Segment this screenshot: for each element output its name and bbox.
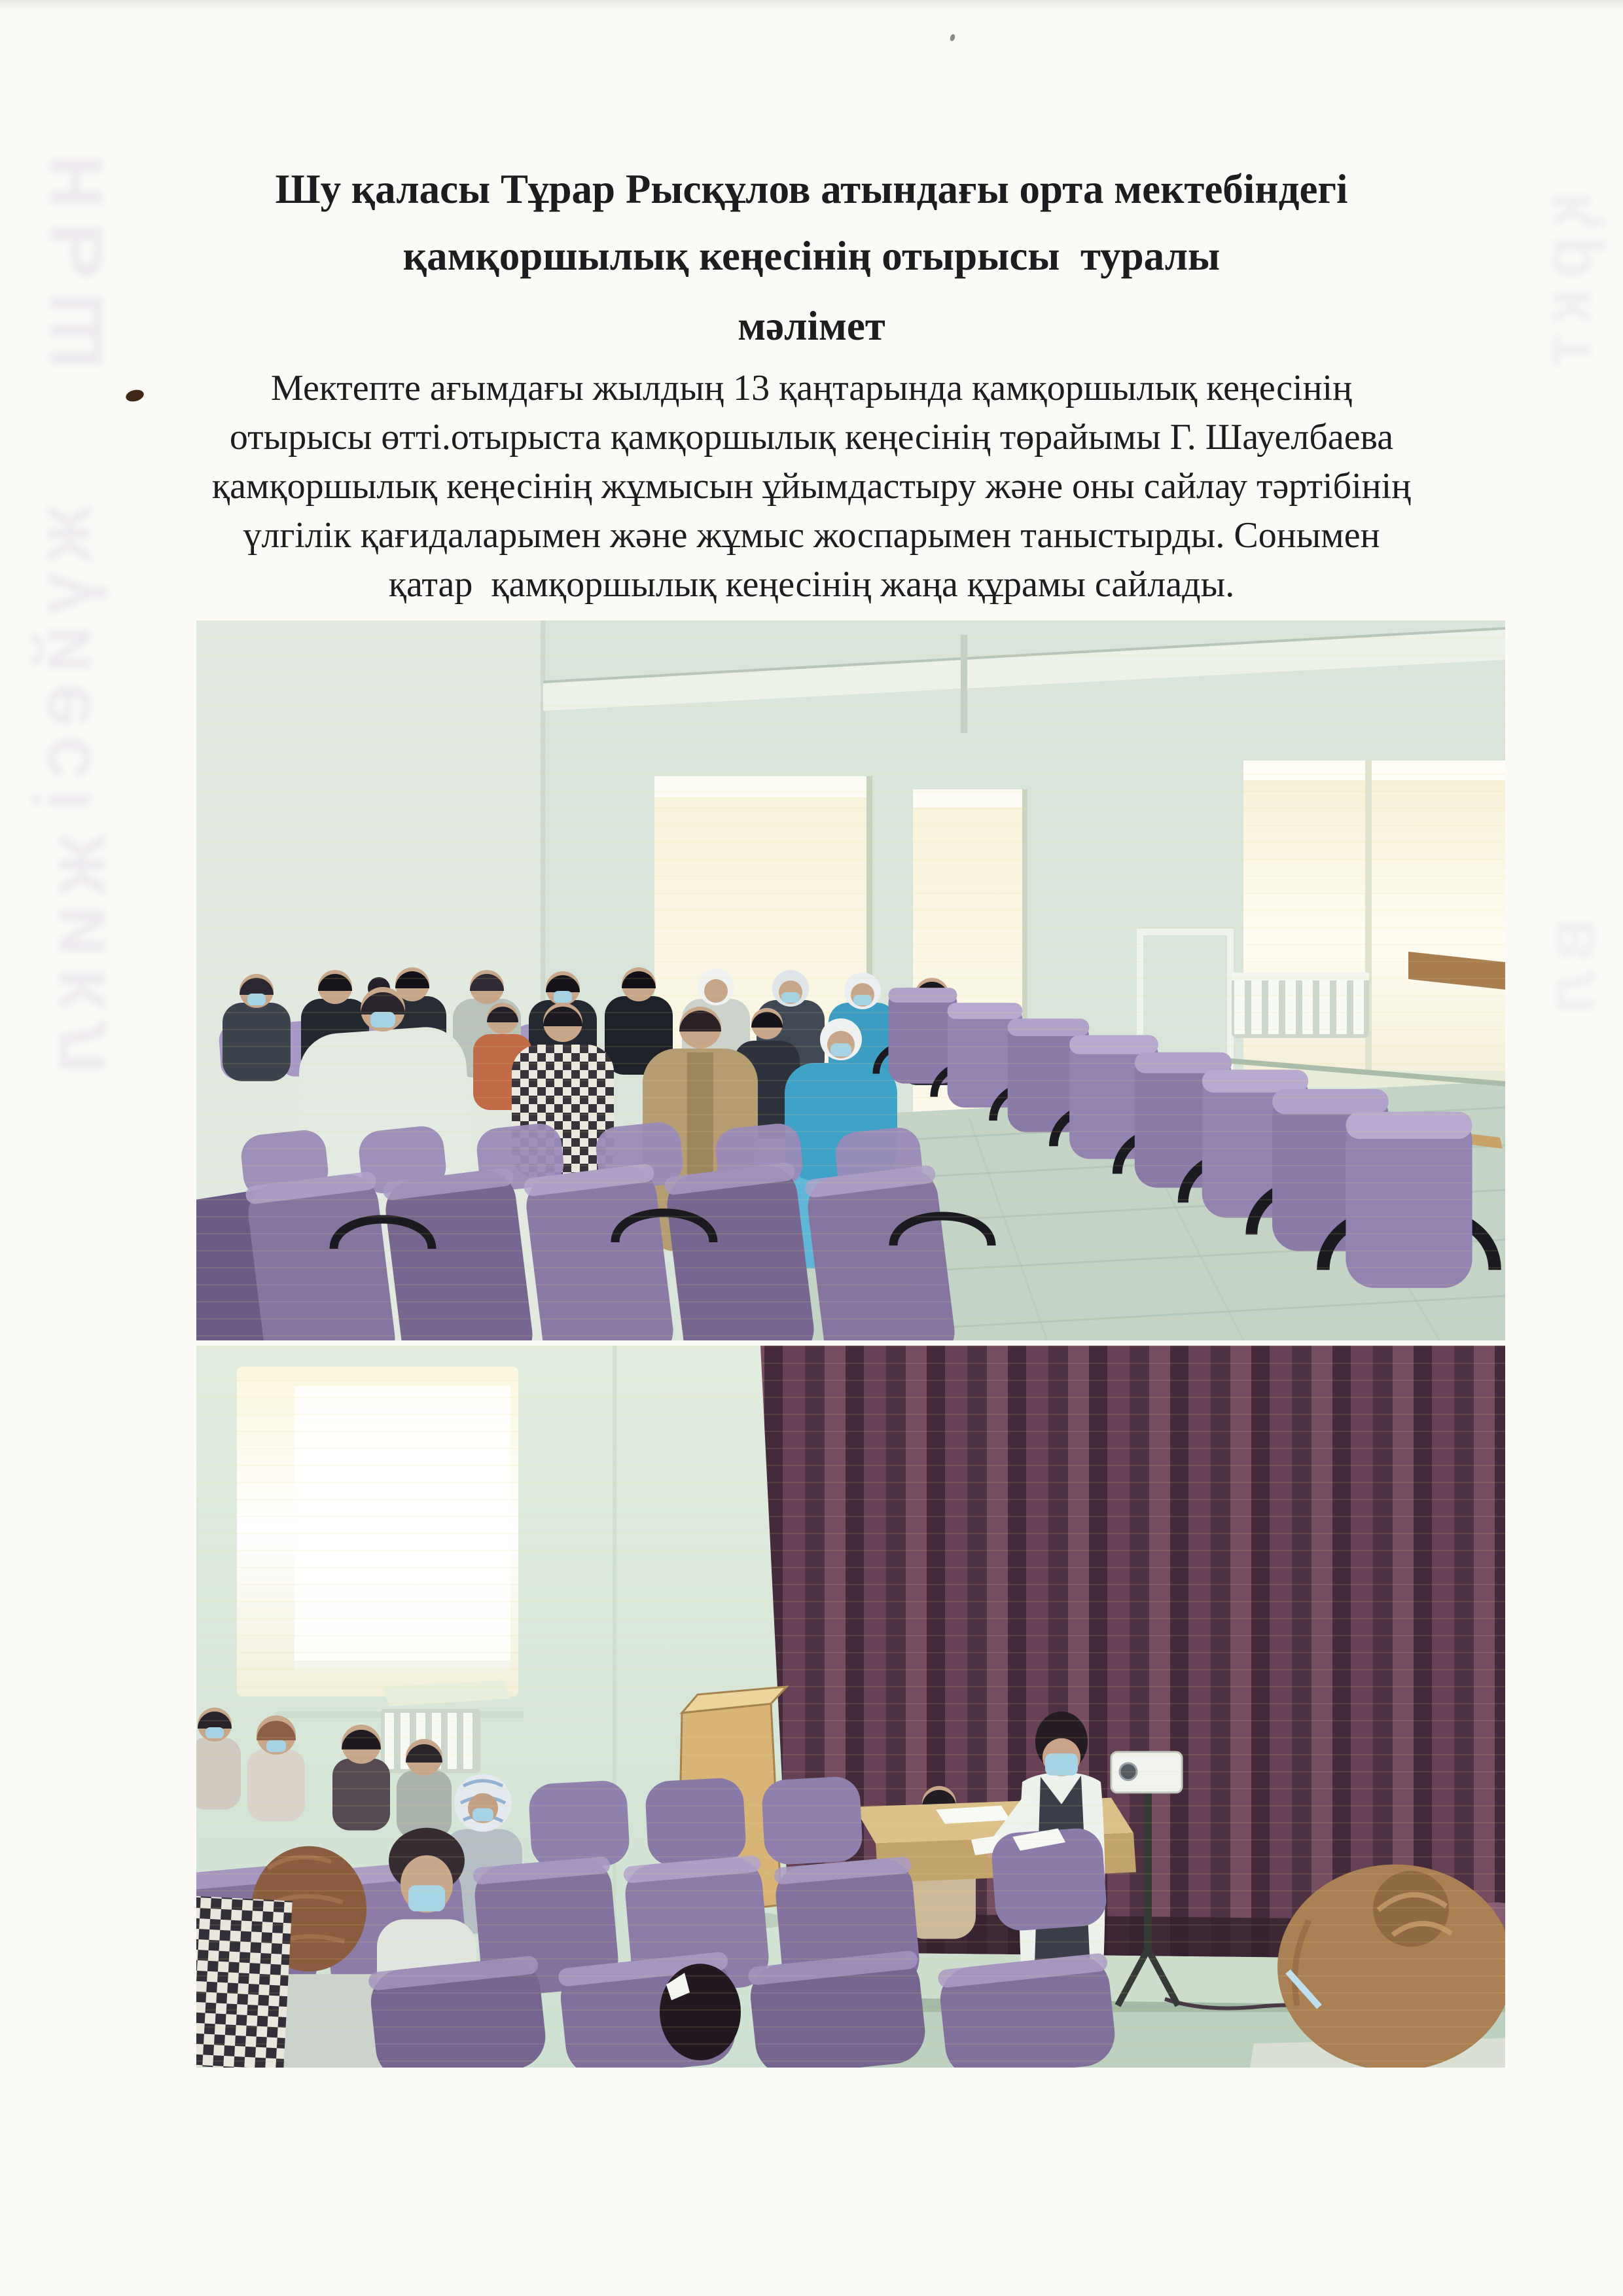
bleedthrough-text: жикл: [27, 834, 124, 1085]
body-paragraph: [118, 364, 1505, 609]
bleedthrough-text: ньш: [13, 152, 123, 381]
paragraph-line: қамқоршылық кеңесінің жұмысын ұйымдастыру және оны сайлау тәртібінің: [211, 466, 1412, 507]
scanner-edge-shadow: [0, 0, 1623, 10]
paragraph-line: отырысы өтті.отырыста қамқоршылық кеңесінің төрайымы Г. Шауелбаева: [229, 417, 1394, 457]
title-line-2: қамқоршылық кеңесінің отырысы туралы: [402, 233, 1221, 279]
paragraph-line: қатар қамқоршылық кеңесінің жаңа құрамы сайлады.: [388, 564, 1235, 605]
paragraph-line: үлгілік қағидаларымен және жұмыс жоспарымен таныстырды. Сонымен: [243, 515, 1380, 556]
bleedthrough-text: қркт: [1526, 191, 1605, 376]
title-line-1: Шу қаласы Тұрар Рысқұлов атындағы орта мектебіндегі: [275, 166, 1348, 212]
document-subtitle: мәлімет: [738, 303, 885, 349]
bleedthrough-text: вл: [1530, 918, 1609, 1024]
bleedthrough-text: жүйесі: [18, 505, 107, 821]
presenter-stage-photo: [196, 1346, 1505, 2068]
document-title: [124, 156, 1499, 289]
paragraph-line: Мектепте ағымдағы жылдың 13 қаңтарында қамқоршылық кеңесінің: [270, 368, 1353, 408]
scan-speck: [949, 33, 955, 42]
auditorium-audience-photo: [196, 620, 1505, 1340]
